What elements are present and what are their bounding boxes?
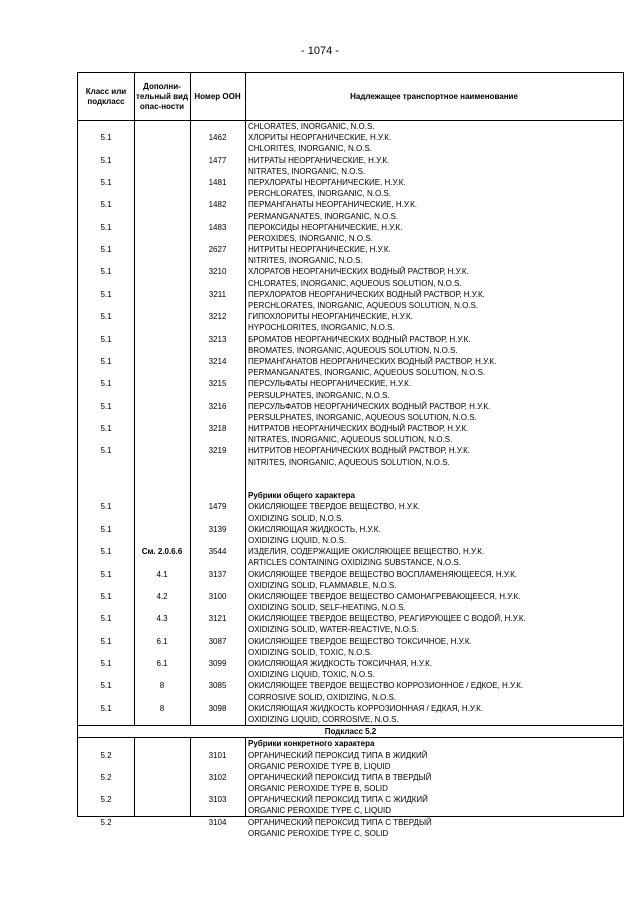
class-cell: 5.1 [100, 289, 112, 299]
class-cell: 5.1 [100, 401, 112, 411]
un-number-cell: 3101 [208, 750, 227, 760]
table-row [78, 513, 623, 524]
name-cell: НИТРИТЫ НЕОРГАНИЧЕСКИЕ, Н.У.К. [248, 245, 391, 255]
name-cell: ХЛОРИТЫ НЕОРГАНИЧЕСКИЕ, Н.У.К. [248, 133, 392, 143]
class-cell: 5.1 [100, 177, 112, 187]
name-cell: ОРГАНИЧЕСКИЙ ПЕРОКСИД ТИПА B ТВЕРДЫЙ [248, 772, 432, 782]
risk-cell: 8 [159, 703, 165, 713]
page-number: - 1074 - [301, 45, 339, 57]
un-number-cell: 3214 [208, 356, 227, 366]
table-row [78, 546, 623, 557]
class-cell: 5.1 [100, 659, 112, 668]
name-cell: PERMANGANATES, INORGANIC, N.O.S. [248, 211, 399, 221]
header-class: Класс или подкласс [85, 86, 127, 106]
class-cell: 5.1 [100, 334, 112, 344]
risk-cell: См. 2.0.6.6 [141, 547, 183, 557]
risk-cell: 6.1 [156, 636, 168, 646]
table-row [78, 401, 623, 412]
name-cell: БРОМАТОВ НЕОРГАНИЧЕСКИХ ВОДНЫЙ РАСТВОР, Н.У.К. [248, 334, 471, 344]
table-row [78, 725, 623, 738]
table-row [78, 750, 623, 761]
un-number-cell: 3139 [208, 524, 227, 534]
table-row [78, 624, 623, 635]
class-cell: 5.1 [100, 424, 112, 434]
un-number-cell: 1479 [208, 502, 227, 512]
name-cell: OXIDIZING SOLID, FLAMMABLE, N.O.S. [248, 580, 397, 590]
name-cell: ХЛОРАТОВ НЕОРГАНИЧЕСКИХ ВОДНЫЙ РАСТВОР, Н.У.К. [248, 267, 469, 277]
name-cell: PEROXIDES, INORGANIC, N.O.S. [248, 233, 373, 243]
table-row [78, 143, 623, 154]
un-number-cell: 3103 [208, 795, 227, 805]
name-cell: ПЕРОКСИДЫ НЕОРГАНИЧЕСКИЕ, Н.У.К. [248, 222, 403, 232]
name-cell: PERCHLORATES, INORGANIC, N.O.S. [248, 189, 391, 199]
class-cell: 5.1 [100, 379, 112, 389]
un-number-cell: 3212 [208, 312, 227, 322]
un-number-cell: 3085 [208, 681, 227, 691]
name-cell: ОРГАНИЧЕСКИЙ ПЕРОКСИД ТИПА C ТВЕРДЫЙ [248, 817, 432, 827]
name-cell: ОКИСЛЯЮЩЕЕ ТВЕРДОЕ ВЕЩЕСТВО, Н.У.К. [248, 502, 420, 512]
name-cell: ОКИСЛЯЮЩЕЕ ТВЕРДОЕ ВЕЩЕСТВО, РЕАГИРУЮЩЕЕ С ВОДОЙ, Н.У.К. [248, 614, 526, 624]
un-number-cell: 3098 [208, 703, 227, 713]
table-row [78, 692, 623, 703]
risk-cell: 4.1 [156, 569, 168, 579]
table-row [78, 356, 623, 367]
table-row [78, 524, 623, 535]
name-cell: ARTICLES CONTAINING OXIDIZING SUBSTANCE, N.O.S. [248, 558, 461, 568]
table-row [78, 636, 623, 647]
name-cell: CORROSIVE SOLID, OXIDIZING, N.O.S. [248, 692, 397, 702]
un-number-cell: 1483 [208, 222, 227, 232]
header-shipping-name: Надлежащее транспортное наименование [350, 91, 518, 101]
un-number-cell: 3210 [208, 267, 227, 277]
name-cell: OXIDIZING LIQUID, N.O.S. [248, 535, 347, 545]
name-cell: НИТРАТЫ НЕОРГАНИЧЕСКИЕ, Н.У.К. [248, 155, 390, 165]
table-row [78, 738, 623, 749]
name-cell: ГИПОХЛОРИТЫ НЕОРГАНИЧЕСКИЕ, Н.У.К. [248, 312, 413, 322]
name-cell: ORGANIC PEROXIDE TYPE B, LIQUID [248, 761, 391, 771]
table-row [78, 378, 623, 389]
header-subsidiary-risk: Дополни-тельный вид опас-ности [135, 81, 189, 111]
table-row [78, 233, 623, 244]
name-cell: PERCHLORATES, INORGANIC, AQUEOUS SOLUTION, N.O.S. [248, 301, 479, 310]
class-cell: 5.1 [100, 614, 112, 624]
table-row [78, 166, 623, 177]
table-row [78, 602, 623, 613]
class-cell: 5.2 [100, 750, 112, 760]
name-cell: HYPOCHLORITES, INORGANIC, N.O.S. [248, 323, 395, 333]
name-cell: ОКИСЛЯЮЩЕЕ ТВЕРДОЕ ВЕЩЕСТВО ТОКСИЧНОЕ, Н.У.К. [248, 636, 472, 646]
un-number-cell: 3121 [208, 614, 227, 624]
table-body [78, 121, 623, 839]
name-cell: ПЕРСУЛЬФАТЫ НЕОРГАНИЧЕСКИЕ, Н.У.К. [248, 379, 412, 389]
class-cell: 5.1 [100, 524, 112, 534]
name-cell: OXIDIZING SOLID, N.O.S. [248, 513, 344, 523]
class-cell: 5.1 [100, 547, 112, 557]
name-cell: OXIDIZING SOLID, WATER-REACTIVE, N.O.S. [248, 625, 419, 635]
name-cell: OXIDIZING LIQUID, TOXIC, N.O.S. [248, 670, 375, 680]
table-row [78, 828, 623, 839]
name-cell: ОКИСЛЯЮЩЕЕ ТВЕРДОЕ ВЕЩЕСТВО САМОНАГРЕВАЮЩЕЕСЯ, Н.У.К. [248, 591, 521, 601]
table-row [78, 680, 623, 691]
dangerous-goods-table [77, 72, 624, 838]
table-row [78, 501, 623, 512]
table-row [78, 783, 623, 794]
un-number-cell: 1477 [208, 155, 227, 165]
name-cell: ПЕРМАНГАНАТОВ НЕОРГАНИЧЕСКИХ ВОДНЫЙ РАСТВОР, Н.У.К. [248, 356, 497, 366]
table-row [78, 266, 623, 277]
class-cell: 5.1 [100, 446, 112, 456]
table-row [78, 445, 623, 456]
class-cell: 5.1 [100, 245, 112, 255]
un-number-cell: 3100 [208, 591, 227, 601]
table-row [78, 805, 623, 816]
un-number-cell: 2627 [208, 245, 227, 255]
risk-cell: 6.1 [156, 659, 168, 668]
un-number-cell: 3544 [208, 547, 227, 557]
name-cell: NITRATES, INORGANIC, AQUEOUS SOLUTION, N.O.S. [248, 435, 453, 445]
table-row [78, 658, 623, 669]
un-number-cell: 3218 [208, 424, 227, 434]
table-row [78, 457, 623, 468]
table-row [78, 289, 623, 300]
risk-cell: 4.3 [156, 614, 168, 624]
name-cell: ОКИСЛЯЮЩЕЕ ТВЕРДОЕ ВЕЩЕСТВО КОРРОЗИОННОЕ / ЕДКОЕ, Н.У.К. [248, 681, 524, 691]
name-cell: ОКИСЛЯЮЩАЯ ЖИДКОСТЬ, Н.У.К. [248, 524, 381, 534]
name-cell: ORGANIC PEROXIDE TYPE C, LIQUID [248, 806, 391, 816]
table-row [78, 772, 623, 783]
table-row [78, 367, 623, 378]
un-number-cell: 3211 [208, 289, 227, 299]
class-cell: 5.1 [100, 155, 112, 165]
table-row [78, 613, 623, 624]
table-row [78, 423, 623, 434]
table-row [78, 647, 623, 658]
table-row [78, 490, 623, 501]
name-cell: ORGANIC PEROXIDE TYPE B, SOLID [248, 784, 388, 794]
name-cell: CHLORITES, INORGANIC, N.O.S. [248, 144, 373, 154]
un-number-cell: 3099 [208, 659, 227, 668]
risk-cell: 4.2 [156, 591, 168, 601]
table-row [78, 222, 623, 233]
class-cell: 5.1 [100, 636, 112, 646]
table-row [78, 669, 623, 680]
table-row [78, 278, 623, 289]
class-cell: 5.2 [100, 817, 112, 827]
table-row [78, 244, 623, 255]
class-cell: 5.1 [100, 222, 112, 232]
name-cell: OXIDIZING SOLID, SELF-HEATING, N.O.S. [248, 603, 406, 613]
table-row [78, 580, 623, 591]
name-cell: BROMATES, INORGANIC, AQUEOUS SOLUTION, N.O.S. [248, 345, 458, 355]
name-cell: ПЕРХЛОРАТОВ НЕОРГАНИЧЕСКИХ ВОДНЫЙ РАСТВОР, Н.У.К. [248, 289, 485, 299]
name-cell: PERMANGANATES, INORGANIC, AQUEOUS SOLUTION, N.O.S. [248, 368, 486, 378]
un-number-cell: 3102 [208, 772, 227, 782]
un-number-cell: 3213 [208, 334, 227, 344]
un-number-cell: 1462 [208, 133, 227, 143]
class-cell: 5.1 [100, 267, 112, 277]
name-cell: OXIDIZING LIQUID, CORROSIVE, N.O.S. [248, 714, 399, 724]
name-cell: ПЕРМАНГАНАТЫ НЕОРГАНИЧЕСКИЕ, Н.У.К. [248, 200, 418, 210]
table-row [78, 155, 623, 166]
name-cell: ПЕРХЛОРАТЫ НЕОРГАНИЧЕСКИЕ, Н.У.К. [248, 177, 406, 187]
un-number-cell: 3215 [208, 379, 227, 389]
table-row [78, 714, 623, 725]
name-cell: NITRITES, INORGANIC, AQUEOUS SOLUTION, N.O.S. [248, 457, 450, 467]
class-cell: 5.1 [100, 356, 112, 366]
name-cell: PERSULPHATES, INORGANIC, N.O.S. [248, 390, 390, 400]
class-cell: 5.1 [100, 312, 112, 322]
class-cell: 5.2 [100, 772, 112, 782]
table-row [78, 794, 623, 805]
name-cell: PERSULPHATES, INORGANIC, AQUEOUS SOLUTION, N.O.S. [248, 412, 477, 422]
table-row [78, 311, 623, 322]
table-row [78, 535, 623, 546]
un-number-cell: 3087 [208, 636, 227, 646]
name-cell: ПЕРСУЛЬФАТОВ НЕОРГАНИЧЕСКИХ ВОДНЫЙ РАСТВОР, Н.У.К. [248, 401, 491, 411]
class-cell: 5.1 [100, 703, 112, 713]
class-cell: 5.1 [100, 133, 112, 143]
name-cell: ОКИСЛЯЮЩАЯ ЖИДКОСТЬ ТОКСИЧНАЯ, Н.У.К. [248, 659, 432, 668]
name-cell: ORGANIC PEROXIDE TYPE C, SOLID [248, 828, 389, 838]
table-row [78, 300, 623, 311]
table-row [78, 211, 623, 222]
un-number-cell: 3104 [208, 817, 227, 827]
table-row [78, 177, 623, 188]
table-row [78, 390, 623, 401]
subclass-heading: Подкласс 5.2 [78, 726, 623, 737]
table-row [78, 468, 623, 479]
un-number-cell: 1481 [208, 177, 227, 187]
table-row [78, 121, 623, 132]
class-cell: 5.1 [100, 200, 112, 210]
table-row [78, 761, 623, 772]
table-row [78, 255, 623, 266]
name-cell: НИТРАТОВ НЕОРГАНИЧЕСКИХ ВОДНЫЙ РАСТВОР, Н.У.К. [248, 424, 469, 434]
name-cell: CHLORATES, INORGANIC, N.O.S. [248, 122, 375, 131]
table-row [78, 334, 623, 345]
table-row [78, 188, 623, 199]
table-row [78, 345, 623, 356]
class-cell: 5.1 [100, 591, 112, 601]
class-cell: 5.2 [100, 795, 112, 805]
name-cell: OXIDIZING SOLID, TOXIC, N.O.S. [248, 647, 373, 657]
un-number-cell: 1482 [208, 200, 227, 210]
table-row [78, 132, 623, 143]
table-row [78, 557, 623, 568]
table-row [78, 412, 623, 423]
table-row [78, 199, 623, 210]
name-cell: ОКИСЛЯЮЩАЯ ЖИДКОСТЬ КОРРОЗИОННАЯ / ЕДКАЯ, Н.У.К. [248, 703, 484, 713]
name-cell: ОРГАНИЧЕСКИЙ ПЕРОКСИД ТИПА C ЖИДКИЙ [248, 795, 428, 805]
name-cell: NITRATES, INORGANIC, N.O.S. [248, 166, 366, 176]
table-row [78, 591, 623, 602]
table-row [78, 569, 623, 580]
table-row [78, 479, 623, 490]
class-cell: 5.1 [100, 502, 112, 512]
header-un-number: Номер ООН [194, 91, 241, 101]
name-cell: НИТРИТОВ НЕОРГАНИЧЕСКИХ ВОДНЫЙ РАСТВОР, Н.У.К. [248, 446, 470, 456]
risk-cell: 8 [159, 681, 165, 691]
name-cell: CHLORATES, INORGANIC, AQUEOUS SOLUTION, N.O.S. [248, 278, 462, 288]
un-number-cell: 3219 [208, 446, 227, 456]
table-row [78, 322, 623, 333]
table-row [78, 703, 623, 714]
name-cell: NITRITES, INORGANIC, N.O.S. [248, 256, 363, 266]
un-number-cell: 3137 [208, 569, 227, 579]
name-cell: Рубрики общего характера [248, 491, 355, 501]
table-row [78, 817, 623, 828]
table-row [78, 434, 623, 445]
name-cell: Рубрики конкретного характера [248, 739, 375, 749]
name-cell: ИЗДЕЛИЯ, СОДЕРЖАЩИЕ ОКИСЛЯЮЩЕЕ ВЕЩЕСТВО, Н.У.К. [248, 547, 485, 557]
class-cell: 5.1 [100, 681, 112, 691]
un-number-cell: 3216 [208, 401, 227, 411]
class-cell: 5.1 [100, 569, 112, 579]
name-cell: ОРГАНИЧЕСКИЙ ПЕРОКСИД ТИПА B ЖИДКИЙ [248, 750, 428, 760]
name-cell: ОКИСЛЯЮЩЕЕ ТВЕРДОЕ ВЕЩЕСТВО ВОСПЛАМЕНЯЮЩЕЕСЯ, Н.У.К. [248, 569, 517, 579]
